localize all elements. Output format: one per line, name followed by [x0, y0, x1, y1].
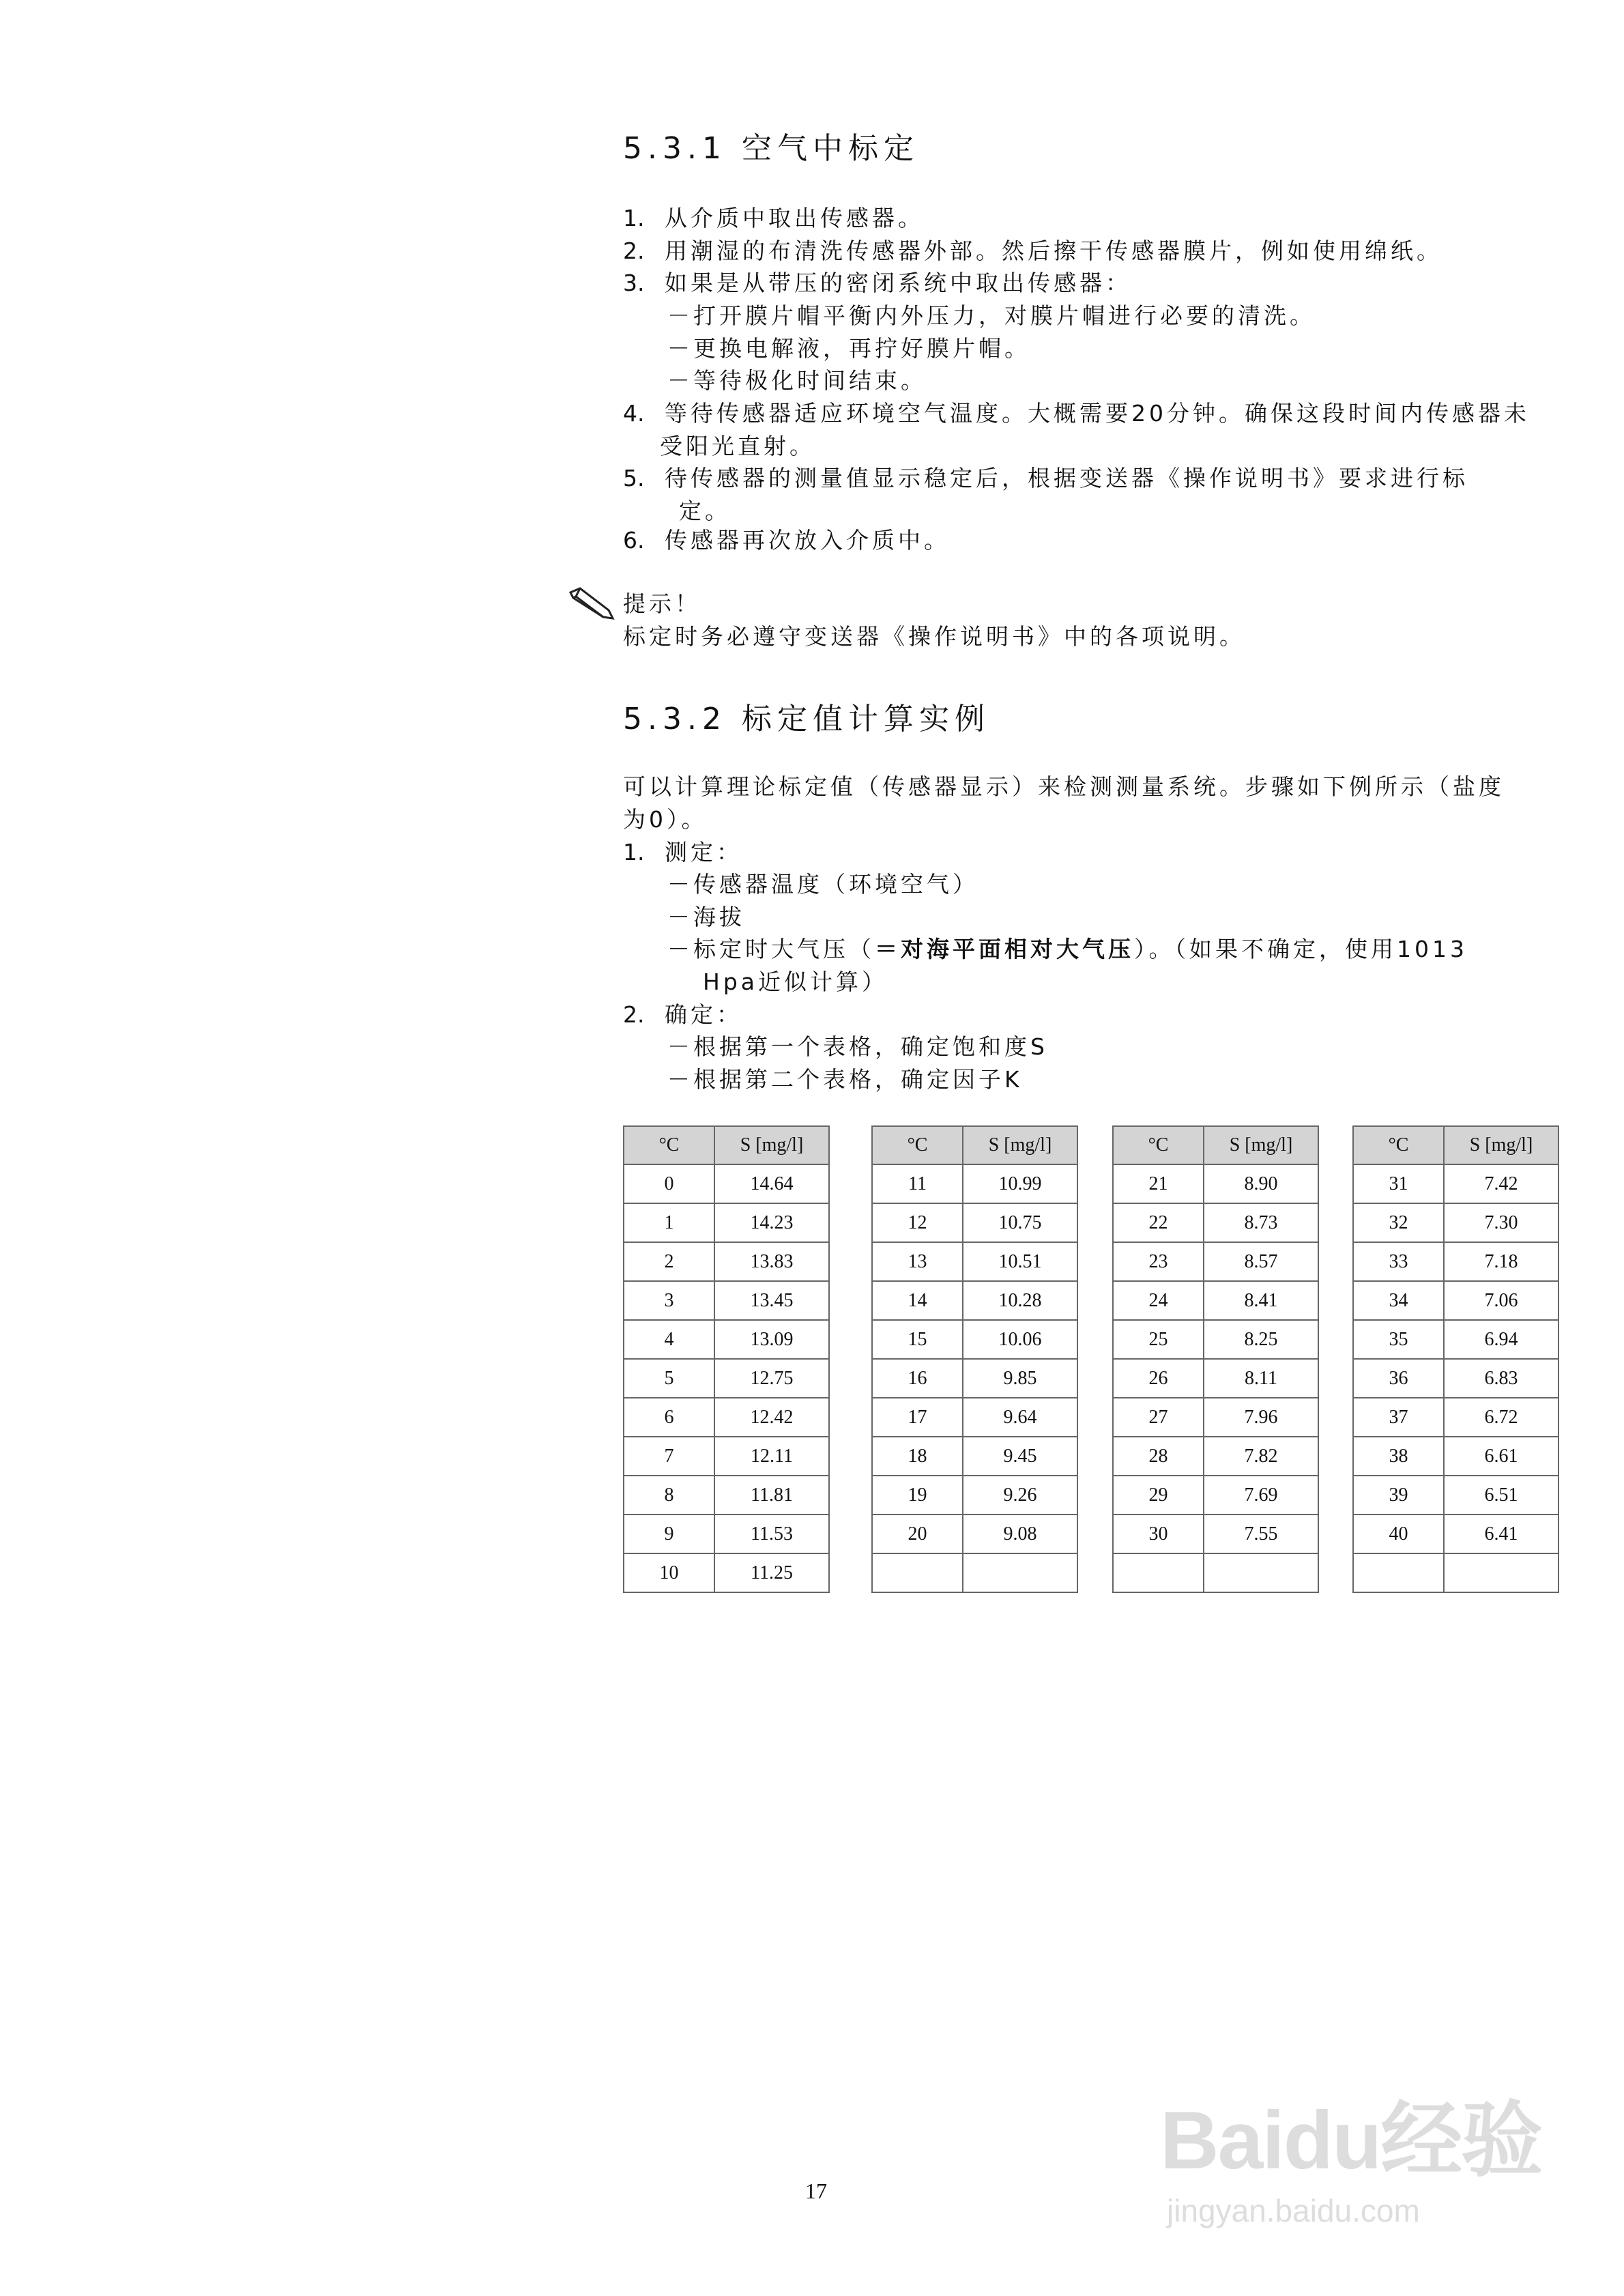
saturation-cell: 6.72 [1444, 1398, 1558, 1437]
table-row [1353, 1203, 1558, 1242]
step-text: 等待传感器适应环境空气温度。大概需要20分钟。确保这段时间内传感器未 [665, 400, 1530, 427]
table-row [1353, 1553, 1558, 1592]
saturation-cell: 12.42 [714, 1398, 829, 1437]
temp-cell: 20 [872, 1515, 963, 1553]
temp-cell [872, 1553, 963, 1592]
temp-cell: 39 [1353, 1476, 1444, 1515]
determine-item: －根据第二个表格，确定因子K [667, 1066, 1023, 1093]
temp-cell: 34 [1353, 1281, 1444, 1320]
temp-cell: 2 [624, 1242, 714, 1281]
saturation-cell: 10.75 [963, 1203, 1077, 1242]
saturation-cell: 11.25 [714, 1553, 829, 1592]
saturation-cell: 12.75 [714, 1359, 829, 1398]
saturation-cell: 10.06 [963, 1320, 1077, 1359]
temp-cell: 29 [1113, 1476, 1204, 1515]
pencil-icon [566, 587, 621, 624]
saturation-cell: 6.94 [1444, 1320, 1558, 1359]
temp-cell: 31 [1353, 1164, 1444, 1203]
temp-cell: 6 [624, 1398, 714, 1437]
temp-cell: 8 [624, 1476, 714, 1515]
table-row [1113, 1515, 1318, 1553]
saturation-cell: 8.25 [1204, 1320, 1318, 1359]
table-row [624, 1398, 829, 1437]
step-number: 6. [623, 527, 645, 554]
table-row [624, 1359, 829, 1398]
determine-item: －根据第一个表格，确定饱和度S [667, 1033, 1048, 1060]
table-row [624, 1164, 829, 1203]
temp-cell: 36 [1353, 1359, 1444, 1398]
section-title-5-3-1: 5.3.1 空气中标定 [623, 131, 919, 166]
table-row [872, 1476, 1077, 1515]
table-row [1353, 1437, 1558, 1476]
measure-item-pressure [667, 933, 1468, 966]
saturation-cell: 10.28 [963, 1281, 1077, 1320]
saturation-cell: 8.11 [1204, 1359, 1318, 1398]
pressure-suffix: ）。（如果不确定，使用1013 [1134, 936, 1468, 962]
saturation-table [871, 1125, 1078, 1593]
temp-cell: 33 [1353, 1242, 1444, 1281]
saturation-cell: 10.51 [963, 1242, 1077, 1281]
saturation-cell: 14.23 [714, 1203, 829, 1242]
temp-cell: 28 [1113, 1437, 1204, 1476]
saturation-cell [1444, 1553, 1558, 1592]
step-text: 受阳光直射。 [660, 433, 815, 459]
saturation-cell: 6.61 [1444, 1437, 1558, 1476]
table-row [872, 1281, 1077, 1320]
saturation-cell: 9.64 [963, 1398, 1077, 1437]
saturation-cell: 7.06 [1444, 1281, 1558, 1320]
temp-cell: 22 [1113, 1203, 1204, 1242]
table-row [624, 1242, 829, 1281]
step-text: 如果是从带压的密闭系统中取出传感器： [665, 270, 1131, 296]
table-row [1113, 1553, 1318, 1592]
table-row [624, 1553, 829, 1592]
temp-cell: 11 [872, 1164, 963, 1203]
table-row [1353, 1515, 1558, 1553]
temp-cell: 40 [1353, 1515, 1444, 1553]
step-text: 定。 [679, 498, 731, 524]
table-row [1353, 1242, 1558, 1281]
saturation-table [1112, 1125, 1319, 1593]
table-row [1353, 1164, 1558, 1203]
step-line [679, 495, 731, 528]
saturation-cell: 7.82 [1204, 1437, 1318, 1476]
table-row [1113, 1242, 1318, 1281]
intro-line-1: 可以计算理论标定值（传感器显示）来检测测量系统。步骤如下例所示（盐度 [623, 773, 1505, 800]
saturation-cell: 11.81 [714, 1476, 829, 1515]
temp-cell: 25 [1113, 1320, 1204, 1359]
pressure-continuation: Hpa近似计算） [703, 968, 888, 995]
saturation-cell [963, 1553, 1077, 1592]
step-text: 从介质中取出传感器。 [665, 205, 924, 231]
step-line [623, 524, 950, 557]
saturation-cell: 9.85 [963, 1359, 1077, 1398]
saturation-cell: 10.99 [963, 1164, 1077, 1203]
table-row [624, 1437, 829, 1476]
header-saturation: S [mg/l] [714, 1126, 829, 1164]
saturation-cell: 7.96 [1204, 1398, 1318, 1437]
step-line [660, 430, 815, 463]
table-header [1113, 1126, 1318, 1164]
table-row [1353, 1320, 1558, 1359]
saturation-table [1352, 1125, 1559, 1593]
step-line [667, 364, 927, 397]
step-line [623, 235, 1442, 268]
temp-cell: 18 [872, 1437, 963, 1476]
table-row [872, 1203, 1077, 1242]
table-row [1113, 1398, 1318, 1437]
saturation-cell: 9.26 [963, 1476, 1077, 1515]
saturation-cell: 12.11 [714, 1437, 829, 1476]
temp-cell: 9 [624, 1515, 714, 1553]
table-row [872, 1320, 1077, 1359]
temp-cell: 1 [624, 1203, 714, 1242]
temp-cell: 35 [1353, 1320, 1444, 1359]
table-row [624, 1203, 829, 1242]
step-number: 3. [623, 270, 645, 296]
step-line [623, 267, 1131, 300]
temp-cell: 4 [624, 1320, 714, 1359]
intro-line-2: 为0）。 [623, 806, 708, 833]
temp-cell [1113, 1553, 1204, 1592]
step-line [623, 202, 924, 235]
table-header [1353, 1126, 1558, 1164]
saturation-cell: 6.51 [1444, 1476, 1558, 1515]
step-line [667, 300, 1316, 332]
table-row [872, 1398, 1077, 1437]
determine-num: 2. [623, 1001, 645, 1028]
saturation-cell: 7.42 [1444, 1164, 1558, 1203]
temp-cell: 23 [1113, 1242, 1204, 1281]
table-header [624, 1126, 829, 1164]
table-row [1113, 1359, 1318, 1398]
step-text: －等待极化时间结束。 [667, 367, 927, 394]
table-row [1353, 1476, 1558, 1515]
determine-label: 确定： [665, 1001, 742, 1028]
header-saturation: S [mg/l] [963, 1126, 1077, 1164]
header-temp: °C [624, 1126, 714, 1164]
saturation-cell: 8.41 [1204, 1281, 1318, 1320]
table-row [624, 1515, 829, 1553]
temp-cell: 10 [624, 1553, 714, 1592]
table-header [872, 1126, 1077, 1164]
measure-heading [623, 836, 742, 869]
table-row [872, 1437, 1077, 1476]
temp-cell: 5 [624, 1359, 714, 1398]
step-number: 1. [623, 205, 645, 231]
table-row [872, 1515, 1077, 1553]
watermark-brand: Baidu经验 [1160, 2095, 1542, 2186]
table-row [1113, 1320, 1318, 1359]
saturation-cell: 8.57 [1204, 1242, 1318, 1281]
measure-item: －海拔 [667, 904, 745, 930]
step-line [623, 397, 1530, 430]
pressure-bold: ＝对海平面相对大气压 [875, 936, 1134, 962]
saturation-cell: 13.09 [714, 1320, 829, 1359]
table-row [872, 1553, 1077, 1592]
section-title-5-3-2: 5.3.2 标定值计算实例 [623, 702, 990, 736]
table-row [1113, 1281, 1318, 1320]
saturation-cell: 6.41 [1444, 1515, 1558, 1553]
temp-cell: 0 [624, 1164, 714, 1203]
temp-cell: 30 [1113, 1515, 1204, 1553]
step-number: 5. [623, 465, 645, 491]
saturation-table [623, 1125, 830, 1593]
saturation-cell: 13.45 [714, 1281, 829, 1320]
table-row [624, 1476, 829, 1515]
table-row [872, 1359, 1077, 1398]
step-text: －打开膜片帽平衡内外压力，对膜片帽进行必要的清洗。 [667, 302, 1316, 329]
measure-label: 测定： [665, 839, 742, 865]
pressure-prefix: －标定时大气压（ [667, 936, 875, 962]
saturation-cell: 9.08 [963, 1515, 1077, 1553]
temp-cell: 3 [624, 1281, 714, 1320]
temp-cell: 19 [872, 1476, 963, 1515]
table-row [872, 1164, 1077, 1203]
step-line [623, 462, 1468, 495]
header-saturation: S [mg/l] [1204, 1126, 1318, 1164]
saturation-cell: 8.73 [1204, 1203, 1318, 1242]
table-row [1353, 1398, 1558, 1437]
saturation-cell: 6.83 [1444, 1359, 1558, 1398]
page-number: 17 [805, 2179, 827, 2203]
temp-cell: 15 [872, 1320, 963, 1359]
saturation-cell: 8.90 [1204, 1164, 1318, 1203]
baidu-watermark-logo [1160, 2075, 1541, 2229]
saturation-cell: 11.53 [714, 1515, 829, 1553]
table-row [1113, 1203, 1318, 1242]
temp-cell: 13 [872, 1242, 963, 1281]
temp-cell: 16 [872, 1359, 963, 1398]
saturation-cell: 9.45 [963, 1437, 1077, 1476]
step-line [667, 332, 1030, 365]
table-row [1353, 1281, 1558, 1320]
saturation-cell: 7.69 [1204, 1476, 1318, 1515]
table-row [1353, 1359, 1558, 1398]
saturation-cell: 7.55 [1204, 1515, 1318, 1553]
header-saturation: S [mg/l] [1444, 1126, 1558, 1164]
determine-heading [623, 999, 742, 1031]
table-row [1113, 1164, 1318, 1203]
temp-cell: 37 [1353, 1398, 1444, 1437]
temp-cell: 24 [1113, 1281, 1204, 1320]
header-temp: °C [1353, 1126, 1444, 1164]
temp-cell: 17 [872, 1398, 963, 1437]
watermark-url: jingyan.baidu.com [1167, 2193, 1420, 2228]
temp-cell: 38 [1353, 1437, 1444, 1476]
table-row [1113, 1476, 1318, 1515]
step-text: 传感器再次放入介质中。 [665, 527, 950, 554]
saturation-cell: 7.30 [1444, 1203, 1558, 1242]
step-number: 4. [623, 400, 645, 427]
step-text: －更换电解液，再拧好膜片帽。 [667, 335, 1030, 362]
temp-cell: 32 [1353, 1203, 1444, 1242]
header-temp: °C [872, 1126, 963, 1164]
table-row [1113, 1437, 1318, 1476]
step-text: 待传感器的测量值显示稳定后，根据变送器《操作说明书》要求进行标 [665, 465, 1468, 491]
step-number: 2. [623, 238, 645, 264]
saturation-cell: 7.18 [1444, 1242, 1558, 1281]
tip-text: 标定时务必遵守变送器《操作说明书》中的各项说明。 [623, 623, 1245, 650]
table-row [872, 1242, 1077, 1281]
temp-cell: 12 [872, 1203, 963, 1242]
temp-cell: 26 [1113, 1359, 1204, 1398]
measure-item: －传感器温度（环境空气） [667, 871, 978, 898]
step-text: 用潮湿的布清洗传感器外部。然后擦干传感器膜片，例如使用绵纸。 [665, 238, 1442, 264]
saturation-cell: 13.83 [714, 1242, 829, 1281]
temp-cell: 14 [872, 1281, 963, 1320]
table-row [624, 1320, 829, 1359]
temp-cell [1353, 1553, 1444, 1592]
measure-num: 1. [623, 839, 645, 865]
temp-cell: 27 [1113, 1398, 1204, 1437]
saturation-cell [1204, 1553, 1318, 1592]
tip-label: 提示！ [623, 590, 701, 617]
saturation-cell: 14.64 [714, 1164, 829, 1203]
header-temp: °C [1113, 1126, 1204, 1164]
temp-cell: 7 [624, 1437, 714, 1476]
table-row [624, 1281, 829, 1320]
temp-cell: 21 [1113, 1164, 1204, 1203]
